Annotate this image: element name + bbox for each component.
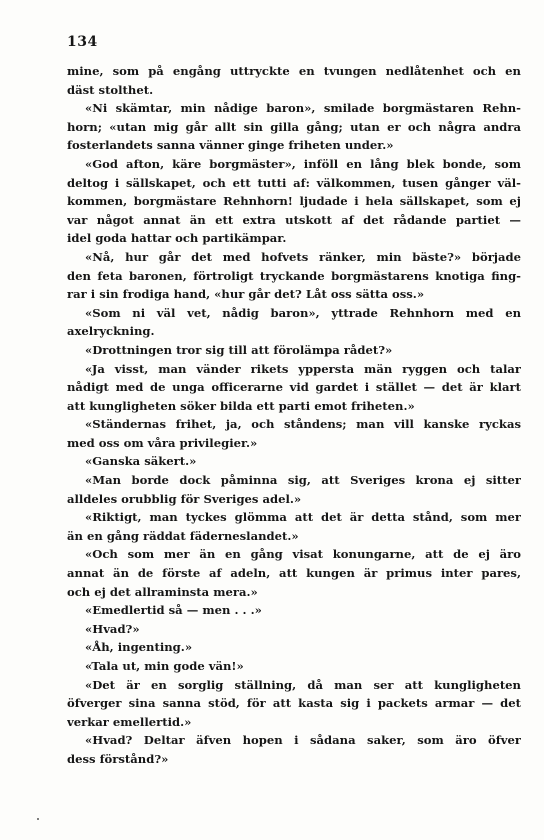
text-line: «Drottningen tror sig till att förolämpa rådet?»: [85, 342, 393, 357]
text-line: «Hvad?»: [85, 621, 140, 636]
text-line: öfverger sina sanna stöd, för att kasta sig i packets armar — det: [67, 696, 521, 711]
text-line: «Åh, ingenting.»: [85, 640, 193, 655]
text-line: den feta baronen, förtroligt tryckande borgmästarens knotiga fing-: [67, 268, 521, 283]
text-line: och ej det allraminsta mera.»: [67, 584, 258, 599]
text-line: mine, som på engång uttryckte en tvungen nedlåtenhet och en: [67, 64, 521, 78]
text-line: annat än de förste af adeln, att kungen är primus inter pares,: [67, 566, 521, 581]
text-line: «God afton, käre borgmäster», inföll en lång blek bonde, som: [85, 156, 521, 171]
text-line: att kungligheten söker bilda ett parti emot friheten.»: [67, 398, 415, 413]
page-number: 134: [67, 34, 98, 50]
text-line: idel goda hattar och partikämpar.: [67, 231, 287, 246]
text-line: «Ja visst, man vänder rikets yppersta män ryggen och talar: [85, 361, 521, 376]
text-line: «Som ni väl vet, nådig baron», yttrade Rehnhorn med en: [85, 305, 521, 320]
text-line: alldeles orubblig för Sveriges adel.»: [67, 491, 302, 506]
text-line: «Ganska säkert.»: [85, 454, 197, 469]
text-line: kommen, borgmästare Rehnhorn! ljudade i hela sällskapet, som ej: [67, 194, 521, 209]
text-line: än en gång räddat fäderneslandet.»: [67, 528, 299, 543]
text-line: verkar emellertid.»: [67, 714, 192, 729]
text-line: deltog i sällskapet, och ett tutti af: välkommen, tusen gånger väl-: [67, 175, 521, 190]
text-line: «Riktigt, man tyckes glömma att det är detta stånd, som mer: [85, 510, 521, 525]
text-line: dess förstånd?»: [67, 751, 169, 766]
text-line: horn; «utan mig går allt sin gilla gång; utan er och några andra: [67, 119, 521, 134]
body-text: [67, 62, 521, 769]
text-line: nådigt med de unga officerarne vid gardet i stället — det är klart: [67, 380, 521, 395]
text-line: «Hvad? Deltar äfven hopen i sådana saker, som äro öfver: [85, 733, 521, 748]
text-line: «Och som mer än en gång visat konungarne, att de ej äro: [85, 547, 521, 562]
text-line: «Det är en sorglig ställning, då man ser att kungligheten: [85, 677, 521, 692]
text-line: rar i sin frodiga hand, «hur går det? Låt oss sätta oss.»: [67, 287, 425, 302]
text-line: var något annat än ett extra utskott af det rådande partiet —: [67, 212, 521, 227]
text-line: «Nå, hur går det med hofvets ränker, min bäste?» började: [85, 249, 521, 264]
text-line: «Man borde dock påminna sig, att Sveriges krona ej sitter: [85, 473, 521, 488]
text-line: «Emedlertid så — men . . .»: [85, 603, 262, 618]
text-line: med oss om våra privilegier.»: [67, 435, 258, 450]
text-line: «Tala ut, min gode vän!»: [85, 659, 244, 673]
text-line: «Ni skämtar, min nådige baron», smilade borgmästaren Rehn-: [85, 101, 521, 116]
text-line: axelryckning.: [67, 324, 155, 339]
text-line: «Ständernas frihet, ja, och ståndens; man vill kanske ryckas: [85, 417, 521, 432]
text-line: däst stolthet.: [67, 82, 154, 97]
print-speck: [37, 818, 39, 820]
text-line: fosterlandets sanna vänner ginge friheten under.»: [67, 138, 394, 153]
